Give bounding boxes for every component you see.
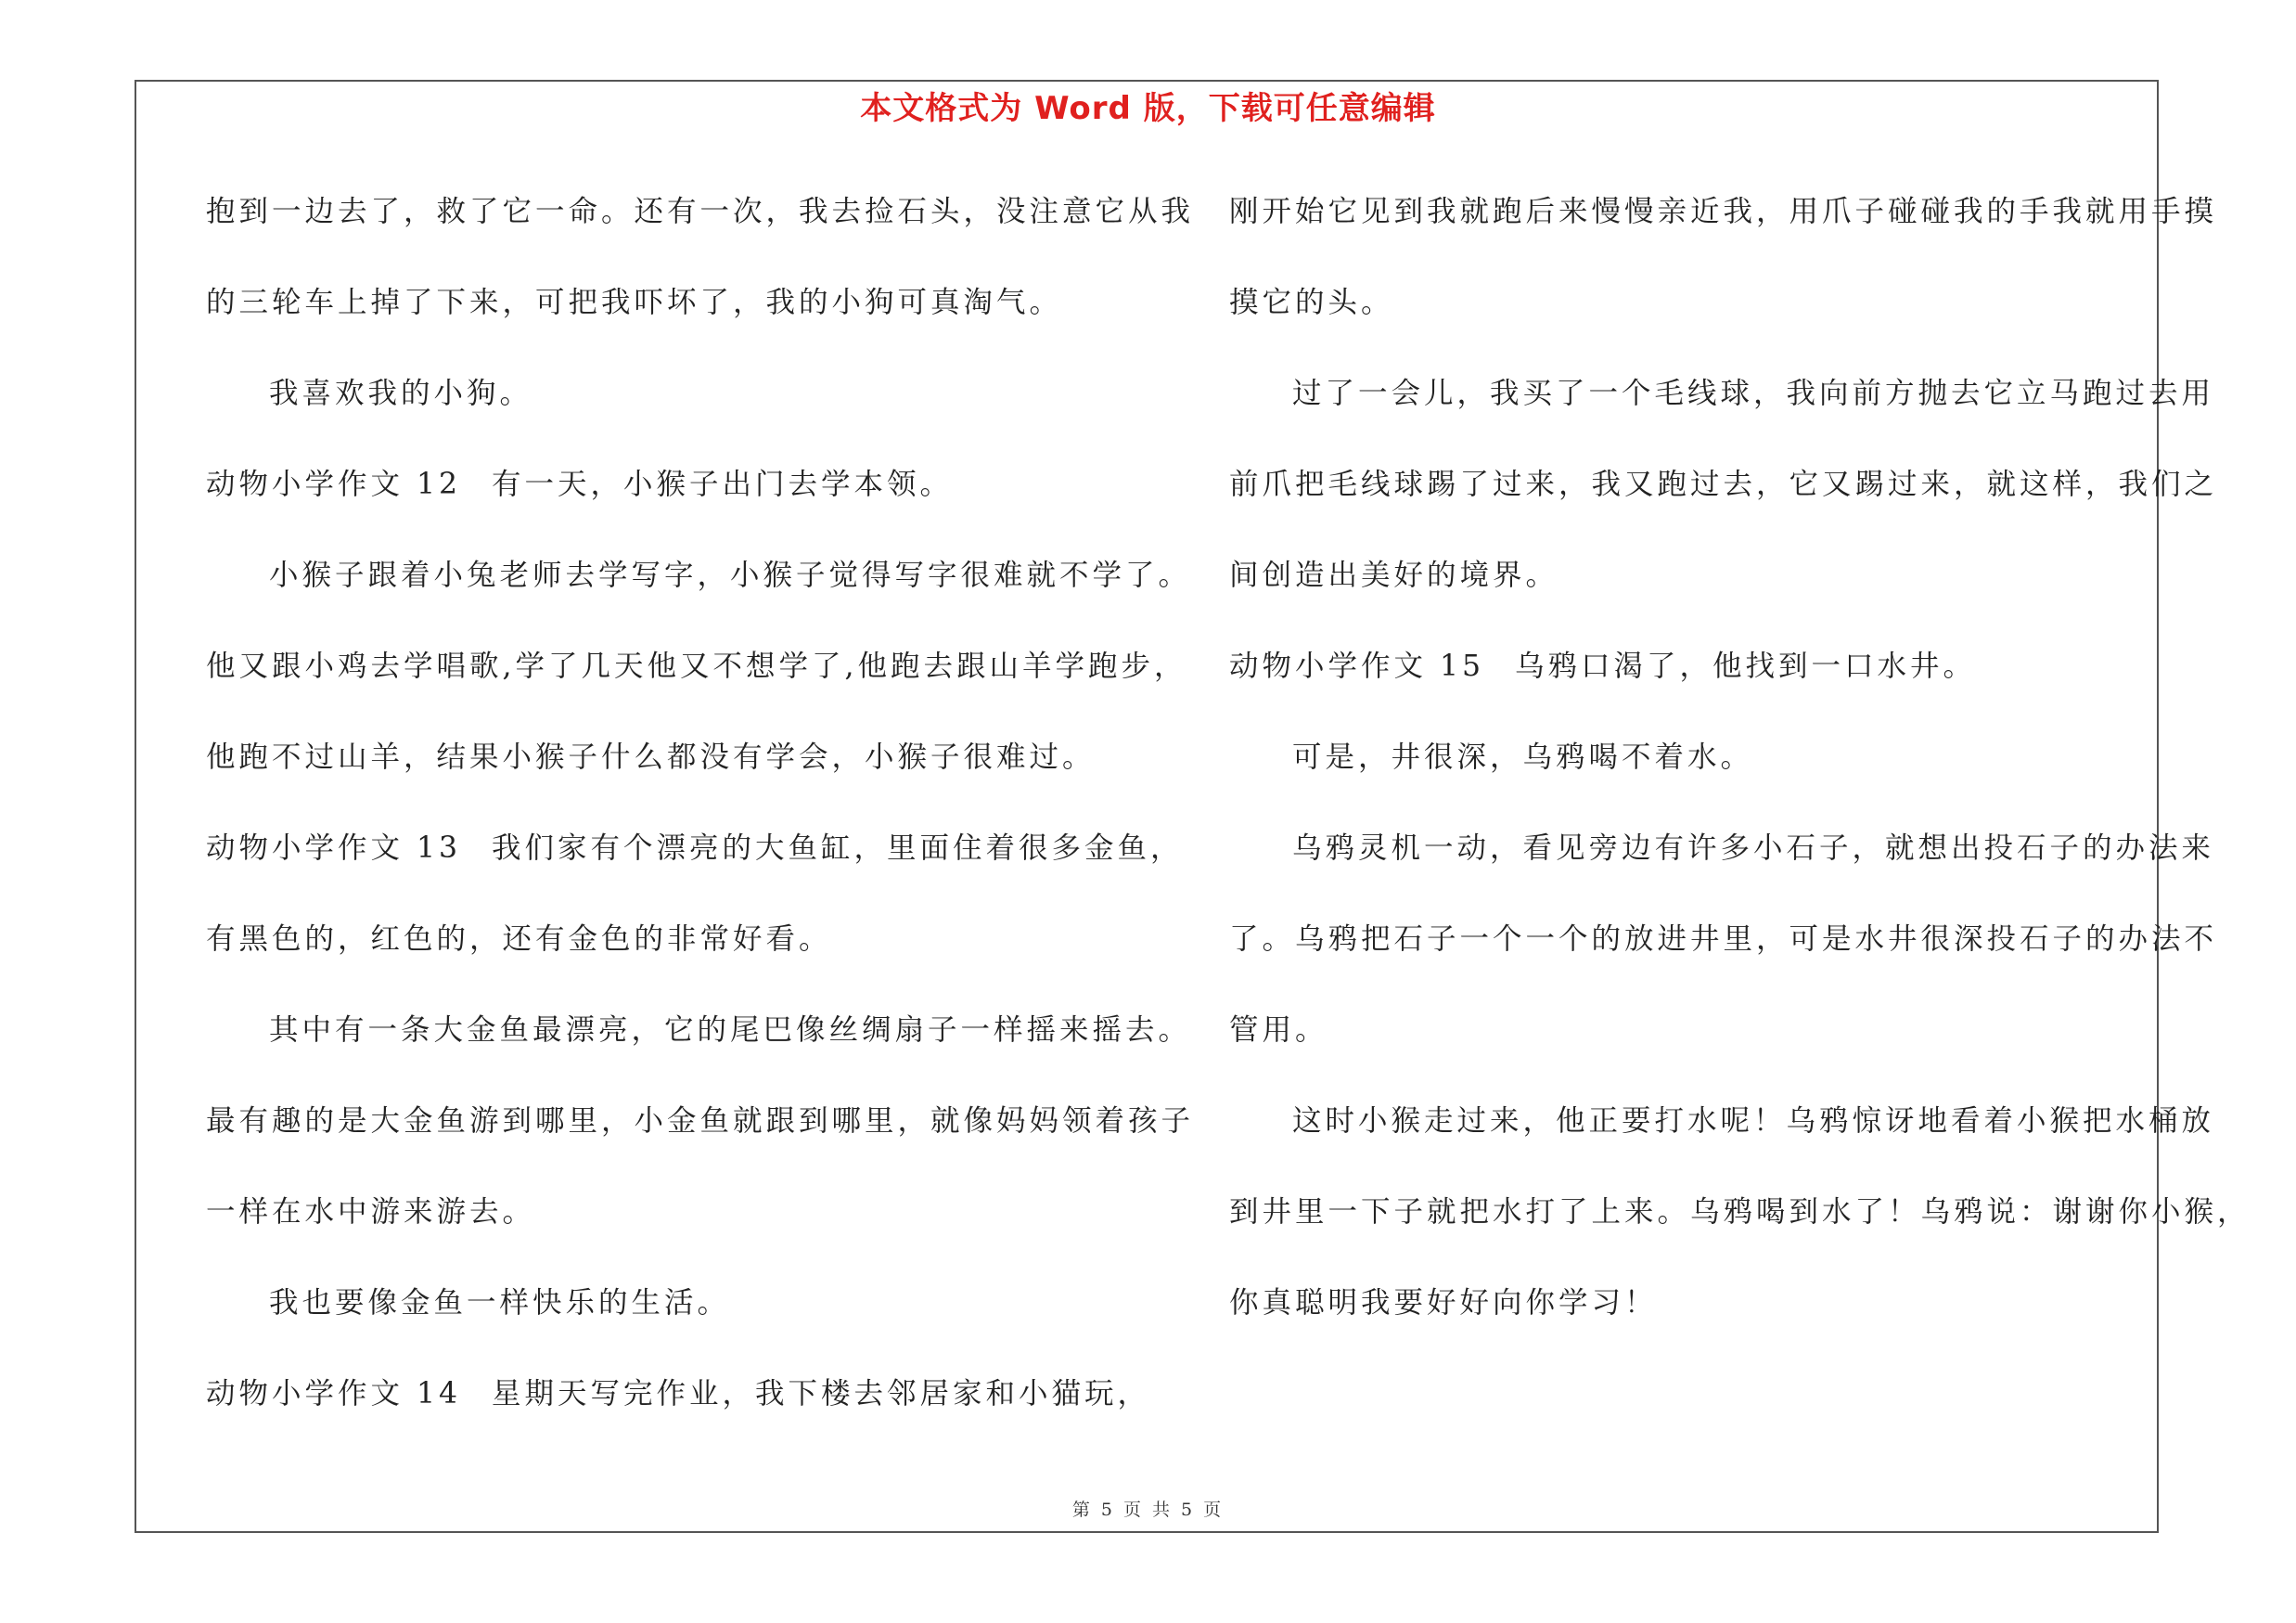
line-text: 可是，井很深，乌鸦喝不着水。 [1292,741,1754,774]
line-text: 乌鸦口渴了，他找到一口水井。 [1515,650,1977,683]
line-text: 他跑不过山羊，结果小猴子什么都没有学会，小猴子很难过。 [206,741,1096,774]
text-line [1229,1275,2157,1366]
text-line [1229,1002,2157,1093]
text-line [1229,457,2218,547]
right-text-column [1229,184,2251,1366]
line-text: 最有趣的是大金鱼游到哪里，小金鱼就跟到哪里，就像妈妈领着孩子 [206,1104,1195,1138]
text-line [1229,820,2215,911]
line-text: 有一天，小猴子出门去学本领。 [492,468,954,501]
text-line [206,1366,1151,1457]
text-line [1229,1184,2251,1275]
line-text: 这时小猴走过来，他正要打水呢！乌鸦惊讶地看着小猴把水桶放 [1292,1104,2215,1138]
text-line [206,729,1134,820]
text-line [1229,275,2157,366]
text-line [206,457,1134,547]
text-line [206,275,1134,366]
left-text-column [206,184,1195,1457]
line-text: 管用。 [1229,1013,1328,1047]
line-text: 的三轮车上掉了下来，可把我吓坏了，我的小狗可真淘气。 [206,286,1063,319]
line-text: 小猴子跟着小兔老师去学写字，小猴子觉得写字很难就不学了。 [269,559,1192,592]
text-line [206,547,1192,638]
text-line [1229,547,2157,638]
text-line [206,184,1195,275]
line-text: 有黑色的，红色的，还有金色的非常好看。 [206,922,832,956]
line-text: 刚开始它见到我就跑后来慢慢亲近我，用爪子碰碰我的手我就用手摸 [1229,195,2218,228]
essay-heading: 动物小学作文 15 [1229,650,1485,683]
essay-heading: 动物小学作文 12 [206,468,462,501]
text-line [1229,729,2157,820]
text-line [206,638,1187,729]
text-line [206,366,1134,457]
text-line [206,820,1184,911]
line-text: 了。乌鸦把石子一个一个的放进井里，可是水井很深投石子的办法不 [1229,922,2218,956]
line-text: 乌鸦灵机一动，看见旁边有许多小石子，就想出投石子的办法来 [1292,831,2215,865]
line-text: 你真聪明我要好好向你学习！ [1229,1286,1658,1320]
line-text: 我们家有个漂亮的大鱼缸，里面住着很多金鱼， [492,831,1184,865]
text-line [1229,638,2157,729]
line-text: 到井里一下子就把水打了上来。乌鸦喝到水了！乌鸦说：谢谢你小猴， [1229,1195,2251,1229]
text-line [1229,366,2215,457]
text-line [1229,911,2218,1002]
line-text: 一样在水中游来游去。 [206,1195,536,1229]
line-text: 我也要像金鱼一样快乐的生活。 [269,1286,731,1320]
text-line [1229,184,2218,275]
text-line [1229,1093,2215,1184]
word-format-banner: 本文格式为 Word 版，下载可任意编辑 [860,90,1436,127]
line-text: 间创造出美好的境界。 [1229,559,1559,592]
text-line [206,1002,1192,1093]
line-text: 过了一会儿，我买了一个毛线球，我向前方抛去它立马跑过去用 [1292,377,2215,410]
page-number-footer: 第 5 页 共 5 页 [1071,1500,1225,1520]
text-line [206,911,1134,1002]
text-line [206,1093,1195,1184]
essay-heading: 动物小学作文 13 [206,831,462,865]
line-text: 摸它的头。 [1229,286,1394,319]
line-text: 其中有一条大金鱼最漂亮，它的尾巴像丝绸扇子一样摇来摇去。 [269,1013,1192,1047]
line-text: 前爪把毛线球踢了过来，我又跑过去，它又踢过来，就这样，我们之 [1229,468,2218,501]
text-line [206,1275,1134,1366]
text-line [206,1184,1134,1275]
line-text: 我喜欢我的小狗。 [269,377,533,410]
line-text: 抱到一边去了，救了它一命。还有一次，我去捡石头，没注意它从我 [206,195,1195,228]
line-text: 他又跟小鸡去学唱歌,学了几天他又不想学了,他跑去跟山羊学跑步， [206,650,1187,683]
essay-heading: 动物小学作文 14 [206,1377,462,1410]
line-text: 星期天写完作业，我下楼去邻居家和小猫玩， [492,1377,1151,1410]
